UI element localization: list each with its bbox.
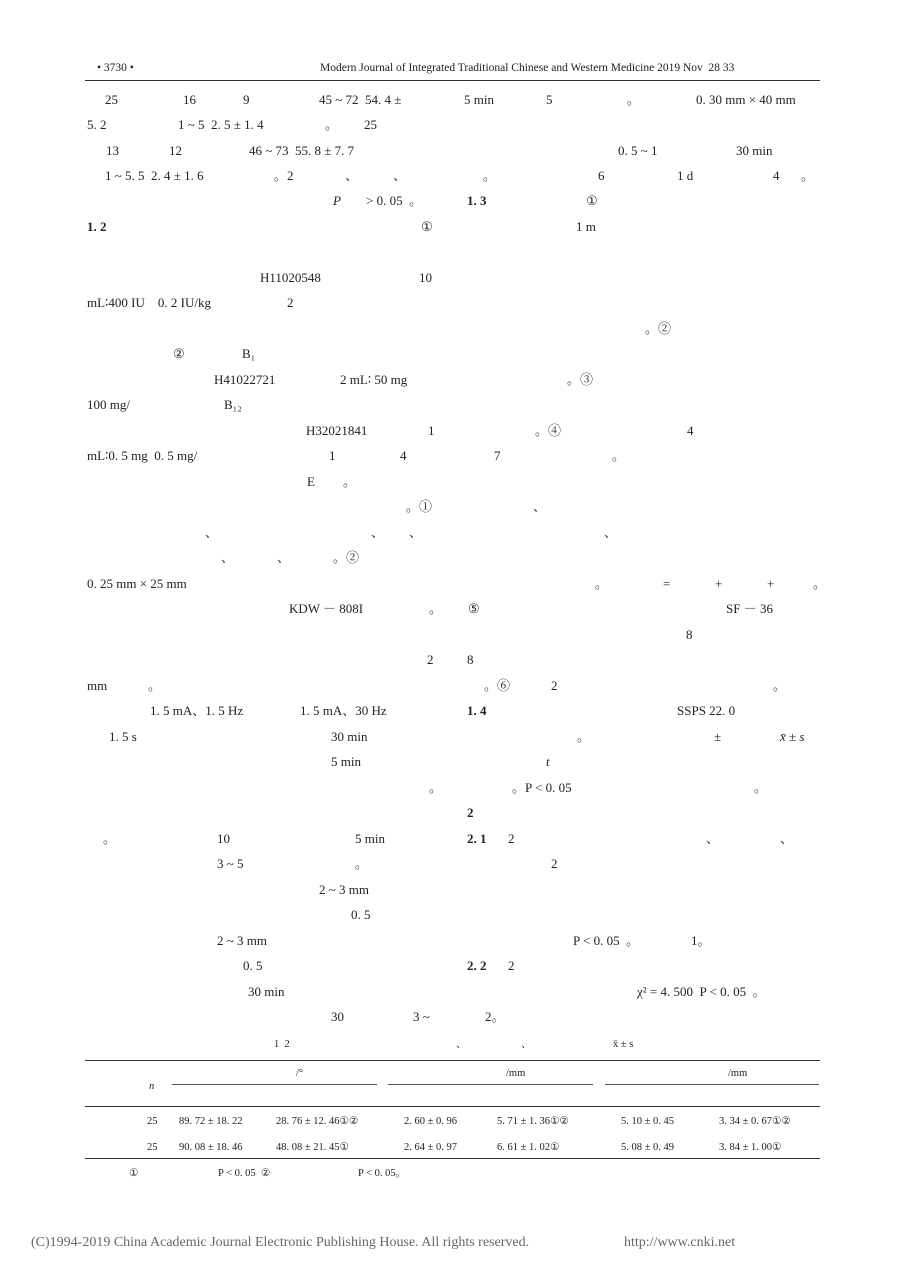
text-fragment: 2。 (485, 1009, 505, 1024)
text-fragment: 2 (508, 831, 515, 846)
text-fragment: 1 ~ 5. 5 2. 4 ± 1. 6 (105, 168, 204, 183)
text-fragment: + (715, 576, 723, 591)
text-fragment: 、 (409, 525, 423, 540)
text-fragment: 5 min (331, 754, 361, 769)
text-fragment: 。① (406, 499, 433, 514)
table-cell: 28. 76 ± 12. 46①② (276, 1116, 359, 1127)
column-group-header: /mm (506, 1068, 526, 1079)
journal-running-head: Modern Journal of Integrated Traditional Chinese and Western Medicine 2019 Nov 28 33 (320, 62, 735, 74)
text-fragment: ① (586, 193, 598, 208)
table-cell: 5. 10 ± 0. 45 (621, 1116, 675, 1127)
text-fragment: 。 (612, 448, 626, 463)
text-fragment: 10 (217, 831, 230, 846)
text-fragment: 1. 2 (87, 219, 107, 234)
text-fragment: 、 (533, 499, 547, 514)
text-fragment: 1. 5 s (109, 729, 137, 744)
column-group-header: /° (296, 1068, 304, 1079)
text-fragment: 。③ (567, 372, 594, 387)
text-fragment: > 0. 05 。 (366, 193, 423, 208)
text-fragment: 。 (103, 831, 117, 846)
text-fragment: ② (173, 346, 185, 361)
text-fragment: t (546, 754, 550, 769)
text-fragment: 30 min (736, 143, 773, 158)
text-fragment: 30 min (331, 729, 368, 744)
text-fragment: KDW － 808I (289, 601, 364, 616)
table-bottom-rule (85, 1158, 820, 1159)
text-fragment: 1. 4 (467, 703, 487, 718)
text-fragment: 4 (687, 423, 694, 438)
text-fragment: P (333, 193, 341, 208)
text-fragment: 。 (801, 168, 815, 183)
text-fragment: 100 mg/ (87, 397, 130, 412)
text-fragment: 、 (277, 550, 291, 565)
text-fragment: 0. 5 (351, 907, 371, 922)
text-fragment: SF － 36 (726, 601, 773, 616)
text-fragment: 。 (627, 92, 641, 107)
text-fragment: 、 (221, 550, 235, 565)
text-fragment: 3 ~ (413, 1009, 430, 1024)
text-fragment: x̄ ± s (780, 729, 805, 744)
text-fragment: 2 ~ 3 mm (217, 933, 268, 948)
column-group-header: /mm (728, 1068, 748, 1079)
text-fragment: 2 (551, 678, 558, 693)
cnki-url: http://www.cnki.net (624, 1235, 736, 1250)
text-fragment: 1. 3 (467, 193, 487, 208)
table-caption-part: 、 (456, 1039, 467, 1050)
text-fragment: 5 (546, 92, 553, 107)
text-fragment: 45 ~ 72 54. 4 ± (319, 92, 402, 107)
text-fragment: 。 (355, 856, 369, 871)
text-fragment: H11020548 (260, 270, 321, 285)
table-note-part: ① (129, 1168, 139, 1179)
text-fragment: 、 (371, 525, 385, 540)
text-fragment: 、 (345, 168, 359, 183)
text-fragment: 25 (105, 92, 118, 107)
page-number: • 3730 • (97, 62, 134, 74)
text-fragment: 。 (754, 780, 768, 795)
text-fragment: 1 (329, 448, 336, 463)
text-fragment: 9 (243, 92, 250, 107)
header-rule (85, 80, 820, 81)
table-caption-part: 、 (521, 1039, 532, 1050)
text-fragment: 30 (331, 1009, 344, 1024)
text-fragment: + (767, 576, 775, 591)
text-fragment: 8 (467, 652, 474, 667)
group-rule-3 (605, 1084, 819, 1085)
text-fragment: 7 (494, 448, 501, 463)
group-rule-1 (172, 1084, 377, 1085)
text-fragment: 2. 2 (467, 958, 487, 973)
text-fragment: 10 (419, 270, 432, 285)
text-fragment: 。 (429, 780, 443, 795)
text-fragment: 。 (595, 576, 609, 591)
text-fragment: 。④ (535, 423, 562, 438)
text-fragment: 2 mL∶ 50 mg (340, 372, 408, 387)
text-fragment: 4 (400, 448, 407, 463)
table-caption-part: 1 2 (274, 1039, 290, 1050)
text-fragment: 。 (773, 678, 787, 693)
text-fragment: 1 d (677, 168, 694, 183)
text-fragment: 0. 30 mm × 40 mm (696, 92, 796, 107)
text-fragment: χ² = 4. 500 P < 0. 05 。 (637, 984, 766, 999)
text-fragment: 1 ~ 5 2. 5 ± 1. 4 (178, 117, 264, 132)
text-fragment: 2 (467, 805, 474, 820)
table-cell: 3. 34 ± 0. 67①② (719, 1116, 791, 1127)
text-fragment: 13 (106, 143, 119, 158)
text-fragment: H41022721 (214, 372, 276, 387)
text-fragment: 25 (364, 117, 377, 132)
group-rule-2 (388, 1084, 593, 1085)
text-fragment: 1. 5 mA、1. 5 Hz (150, 703, 244, 718)
text-fragment: 5 min (464, 92, 494, 107)
text-fragment: mm (87, 678, 108, 693)
text-fragment: ⑤ (468, 601, 480, 616)
text-fragment: 46 ~ 73 55. 8 ± 7. 7 (249, 143, 355, 158)
text-fragment: 。 (483, 168, 497, 183)
text-fragment: 1 (428, 423, 435, 438)
text-fragment: 。 (577, 729, 591, 744)
text-fragment: B₁ (242, 346, 256, 361)
text-fragment: 。 (325, 117, 339, 132)
text-fragment: ± (714, 729, 722, 744)
text-fragment: mL∶0. 5 mg 0. 5 mg/ (87, 448, 198, 463)
text-fragment: 、 (706, 831, 720, 846)
text-fragment: 3 ~ 5 (217, 856, 244, 871)
text-fragment: 、 (604, 525, 618, 540)
text-fragment: E (307, 474, 315, 489)
n-column-header: n (149, 1081, 155, 1092)
text-fragment: 0. 25 mm × 25 mm (87, 576, 187, 591)
text-fragment: B₁₂ (224, 397, 242, 412)
text-fragment: 4 (773, 168, 780, 183)
table-cell: 48. 08 ± 21. 45① (276, 1142, 349, 1153)
table-cell: 90. 08 ± 18. 46 (179, 1142, 243, 1153)
text-fragment: 6 (598, 168, 605, 183)
text-fragment: 。 (343, 474, 357, 489)
text-fragment: 。P < 0. 05 (512, 780, 572, 795)
text-fragment: 16 (183, 92, 196, 107)
text-fragment: 5. 2 (87, 117, 107, 132)
table-cell: 6. 61 ± 1. 02① (497, 1142, 560, 1153)
text-fragment: P < 0. 05 。 (573, 933, 640, 948)
text-fragment: 0. 5 ~ 1 (618, 143, 658, 158)
text-fragment: 。② (645, 321, 672, 336)
text-fragment: 5 min (355, 831, 385, 846)
text-fragment: 。② (333, 550, 360, 565)
table-caption-part: x̄ ± s (613, 1039, 634, 1050)
text-fragment: 。2 (274, 168, 294, 183)
text-fragment: 0. 5 (243, 958, 263, 973)
text-fragment: 12 (169, 143, 182, 158)
table-cell: 89. 72 ± 18. 22 (179, 1116, 243, 1127)
table-cell: 5. 71 ± 1. 36①② (497, 1116, 569, 1127)
text-fragment: H32021841 (306, 423, 368, 438)
table-cell-n: 25 (147, 1142, 158, 1153)
text-fragment: 、 (205, 525, 219, 540)
text-fragment: mL∶400 IU 0. 2 IU/kg (87, 295, 211, 310)
text-fragment: 、 (780, 831, 794, 846)
text-fragment: 1. 5 mA、30 Hz (300, 703, 387, 718)
table-cell: 3. 84 ± 1. 00① (719, 1142, 782, 1153)
table-cell: 5. 08 ± 0. 49 (621, 1142, 675, 1153)
text-fragment: 2 (508, 958, 515, 973)
text-fragment: 1 m (576, 219, 596, 234)
table-note-part: P < 0. 05。 (358, 1168, 407, 1179)
text-fragment: 。 (148, 678, 162, 693)
table-cell: 2. 64 ± 0. 97 (404, 1142, 458, 1153)
table-note-part: P < 0. 05 ② (218, 1168, 271, 1179)
text-fragment: = (663, 576, 671, 591)
text-fragment: SSPS 22. 0 (677, 703, 736, 718)
text-fragment: 。⑥ (484, 678, 511, 693)
table-cell: 2. 60 ± 0. 96 (404, 1116, 458, 1127)
text-fragment: 2 (287, 295, 294, 310)
text-fragment: 2 ~ 3 mm (319, 882, 370, 897)
text-fragment: ① (421, 219, 433, 234)
table-top-rule (85, 1060, 820, 1061)
text-fragment: 1。 (691, 933, 711, 948)
text-fragment: 、 (393, 168, 407, 183)
table-header-rule (85, 1106, 820, 1107)
text-fragment: 8 (686, 627, 693, 642)
table-cell-n: 25 (147, 1116, 158, 1127)
text-fragment: 2 (551, 856, 558, 871)
text-fragment: 30 min (248, 984, 285, 999)
copyright-notice: (C)1994-2019 China Academic Journal Electronic Publishing House. All rights reserved. (31, 1235, 530, 1250)
text-fragment: 。 (813, 576, 827, 591)
text-fragment: 。 (429, 601, 443, 616)
text-fragment: 2 (427, 652, 434, 667)
text-fragment: 2. 1 (467, 831, 487, 846)
